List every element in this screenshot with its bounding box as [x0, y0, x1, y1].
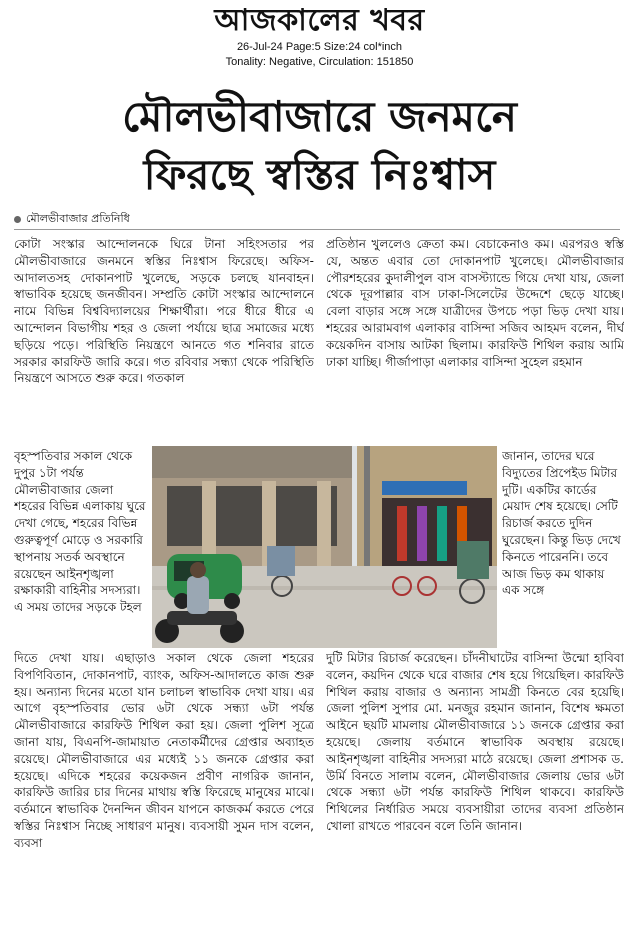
- left-column-bottom-text: দিতে দেখা যায়। এছাড়াও সকাল থেকে জেলা শহরের বিপণিবিতান, দোকানপাট, ব্যাংক, অফিস-আদালতে কাজ শুরু হয়। অন্যান্য দিনের মতো যান চলাচল স্বাভাবিক দেখা যায়। এর আগে বৃহস্পতিবার ভোর ৬টা থেকে সন্ধ্যা ৬টা পর্যন্ত মৌলভীবাজারে কারফিউ শিথিল করা হয়। জেলা পুলিশ সূত্রে জানা যায়, বিএনপি-জামায়াত নেতাকর্মীদের গ্রেপ্তার অব্যাহত রয়েছে। মৌলভীবাজারে এর মধ্যেই ১১ জনকে গ্রেপ্তার করা হয়েছে। এদিকে শহরের কয়েকজন প্রবীণ নাগরিক জানান, কারফিউ জারির চার দিনের মাথায় স্বস্তি ফিরেছে মানুষের মাঝে। বর্তমানে স্বাভাবিক দৈনন্দিন জীবন যাপনে কাজকর্ম করতে পেরে স্বস্তির নিঃশ্বাস নিচ্ছে সাধারণ মানুষ। ব্যবসায়ী সুমন দাস বলেন, ব্যবসা: [14, 651, 314, 850]
- right-column-side-text: জানান, তাদের ঘরে বিদ্যুতের প্রিপেইড মিটার দুটি। একটির কার্ডের মেয়াদ শেষ হয়েছে। সেটি রিচার্জ করতে দুদিন ঘুরেছেন। কিন্তু ভিড় দেখে কিনতে পারেননি। তবে আজ ভিড় কম থাকায় এক সঙ্গে: [502, 449, 621, 598]
- right-column-top-text: প্রতিষ্ঠান খুললেও ক্রেতা কম। বেচাকেনাও কম। এরপরও স্বস্তি যে, অন্তত এবার তো দোকানপাট খুলেছে। মৌলভীবাজার পৌরশহরের কুদালীপুল বাস বাসস্ট্যান্ডে গিয়ে দেখা যায়, জেলা থেকে দূরপাল্লার বাস ঢাকা-সিলেটের উদ্দেশে ছেড়ে যাচ্ছে। বেলা বাড়ার সঙ্গে সঙ্গে যাত্রীদের উপচে পড়া ভিড় দেখা যায়। শহরের আরামবাগ এলাকার বাসিন্দা সজিব আহমদ বলেন, দীর্ঘ কয়েকদিন বাসায় আটকা ছিলাম। কারফিউ শিথিল করায় আমি ঢাকা যাচ্ছি। গীর্জাপাড়া এলাকার বাসিন্দা সুহেল রহমান: [326, 237, 624, 369]
- street-scene-image: [152, 446, 497, 648]
- headline-line-1: মৌলভীবাজারে জনমনে: [122, 92, 517, 141]
- clip-meta-date-size: 26-Jul-24 Page:5 Size:24 col*inch: [236, 41, 403, 53]
- byline: [14, 210, 130, 229]
- left-column-top-text: কোটা সংস্কার আন্দোলনকে ঘিরে টানা সহিংসতার পর মৌলভীবাজারে জনমনে স্বস্তির নিঃশ্বাস ফিরেছে। অফিস-আদালতসহ দোকানপাট খুলেছে, সড়কে চলছে যানবাহন। স্বাভাবিক হয়েছে জনজীবন। সম্প্রতি কোটা সংস্কার আন্দোলনে নামে বিভিন্ন বিশ্ববিদ্যালয়ের শিক্ষার্থীরা। পরে ধীরে ধীরে এ আন্দোলন বিভাগীয় শহর ও জেলা পর্যায়ে ছাত্র সমাজের মধ্যে ছড়িয়ে পড়ে। পরিস্থিতি নিয়ন্ত্রণে আনতে গত শনিবার রাতে সরকার কারফিউ জারি করে। গত রবিবার সন্ধ্যা থেকে পরিস্থিতি নিয়ন্ত্রণে আসতে শুরু করে। গতকাল: [14, 237, 314, 386]
- left-column-side-text: বৃহস্পতিবার সকাল থেকে দুপুর ১টা পর্যন্ত মৌলভীবাজার জেলা শহরের বিভিন্ন এলাকায় ঘুরে দেখা গেছে, শহরের বিভিন্ন গুরুত্বপূর্ণ মোড়ে ও সরকারি স্থাপনায় সতর্ক অবস্থানে রয়েছেন আইনশৃঙ্খলা রক্ষাকারী বাহিনীর সদস্যরা। এ সময় তাদের সড়কে টহল: [14, 449, 146, 615]
- clip-meta-tonality: Tonality: Negative, Circulation: 151850: [225, 56, 414, 68]
- bullet-icon: [14, 216, 21, 223]
- street-photo: [152, 446, 497, 648]
- masthead: [0, 0, 639, 70]
- byline-text: মৌলভীবাজার প্রতিনিধি: [26, 212, 130, 225]
- headline-line-2: ফিরছে স্বস্তির নিঃশ্বাস: [143, 150, 496, 199]
- newspaper-name: আজকালের খবর: [214, 3, 425, 38]
- right-column-bottom-text: দুটি মিটার রিচার্জ করেছেন। চাঁদনীঘাটের বাসিন্দা উন্মো হাবিবা বলেন, কয়দিন থেকে ঘরে বাজার শেষ হয়ে গিয়েছিল। কারফিউ শিথিল করায় বাজার ও অন্যান্য সামগ্রী কিনতে বের হয়েছি। জেলা পুলিশ সুপার মো. মনজুর রহমান জানান, বিশেষ ক্ষমতা আইনে ছয়টি মামলায় মৌলভীবাজারে ১১ জনকে গ্রেপ্তার করা হয়েছে। জেলায় বর্তমানে স্বাভাবিক অবস্থায় রয়েছে। আইনশৃঙ্খলা বাহিনীর সদস্যরা মাঠে রয়েছে। জেলা প্রশাসক ড. উর্মি বিনতে সালাম বলেন, মৌলভীবাজার জেলায় ভোর ৬টা থেকে সন্ধ্যা ৬টা পর্যন্ত কারফিউ শিথিল থাকবে। কারফিউ শিথিলের নির্ধারিত সময়ে ব্যবসায়ীরা তাদের ব্যবসা প্রতিষ্ঠান খোলা রাখতে পারবেন বলে তিনি জানান।: [326, 651, 624, 833]
- byline-divider: [14, 229, 620, 230]
